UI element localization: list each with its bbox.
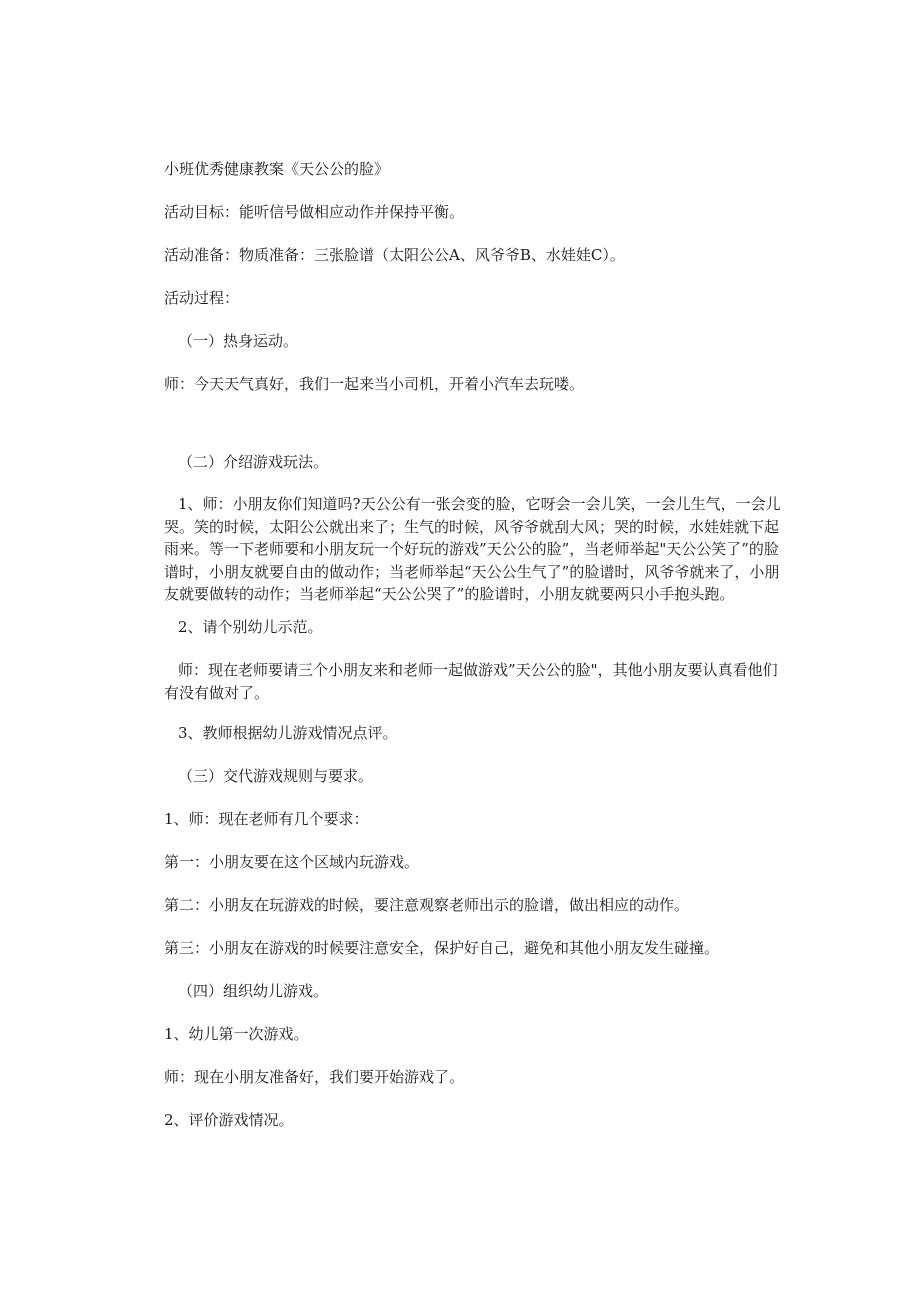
paragraph-first-game: 1、幼儿第一次游戏。 bbox=[164, 1025, 309, 1043]
paragraph-rule-first: 第一：小朋友要在这个区域内玩游戏。 bbox=[164, 853, 420, 871]
paragraph-preparation: 活动准备：物质准备：三张脸谱（太阳公公A、风爷爷B、水娃娃C）。 bbox=[164, 246, 625, 264]
paragraph-requirements: 1、师：现在老师有几个要求： bbox=[164, 810, 369, 828]
section-heading-warmup: （一）热身运动。 bbox=[178, 332, 299, 350]
paragraph-game-rules-explained: 1、师：小朋友你们知道吗?天公公有一张会变的脸，它呀会一会儿笑，一会儿生气，一会儿哭。笑的时候，太阳公公就出来了；生气的时候，风爷爷就刮大风；哭的时候，水娃娃就下起雨来。等一下老师要和小朋友玩一个好玩的游戏”天公公的脸”，当老师举起"天公公笑了”的脸谱时，小朋友就要自由的做动作；当老师举起“天公公生气了”的脸谱时，风爷爷就来了，小朋友就要做转的动作；当老师举起“天公公哭了”的脸谱时，小朋友就要两只小手抱头跑。 bbox=[164, 495, 781, 603]
paragraph-demo: 2、请个别幼儿示范。 bbox=[178, 618, 323, 636]
paragraph-rule-third: 第三：小朋友在游戏的时候要注意安全，保护好自己，避免和其他小朋友发生碰撞。 bbox=[164, 939, 720, 957]
paragraph-warmup-teacher: 师：今天天气真好，我们一起来当小司机，开着小汽车去玩喽。 bbox=[164, 375, 585, 393]
section-heading-organize: （四）组织幼儿游戏。 bbox=[178, 982, 329, 1000]
paragraph-objective: 活动目标：能听信号做相应动作并保持平衡。 bbox=[164, 203, 465, 221]
paragraph-demo-teacher: 师：现在老师要请三个小朋友来和老师一起做游戏”天公公的脸"，其他小朋友要认真看他们有没有做对了。 bbox=[164, 661, 778, 702]
section-heading-game-intro: （二）介绍游戏玩法。 bbox=[178, 453, 329, 471]
paragraph-evaluation: 3、教师根据幼儿游戏情况点评。 bbox=[178, 724, 398, 742]
section-heading-rules: （三）交代游戏规则与要求。 bbox=[178, 767, 374, 785]
paragraph-rule-second: 第二：小朋友在玩游戏的时候，要注意观察老师出示的脸谱，做出相应的动作。 bbox=[164, 896, 690, 914]
document-title: 小班优秀健康教案《天公公的脸》 bbox=[164, 160, 390, 178]
paragraph-process-heading: 活动过程： bbox=[164, 289, 240, 307]
paragraph-start-teacher: 师：现在小朋友准备好，我们要开始游戏了。 bbox=[164, 1068, 465, 1086]
paragraph-evaluate-game: 2、评价游戏情况。 bbox=[164, 1111, 294, 1129]
